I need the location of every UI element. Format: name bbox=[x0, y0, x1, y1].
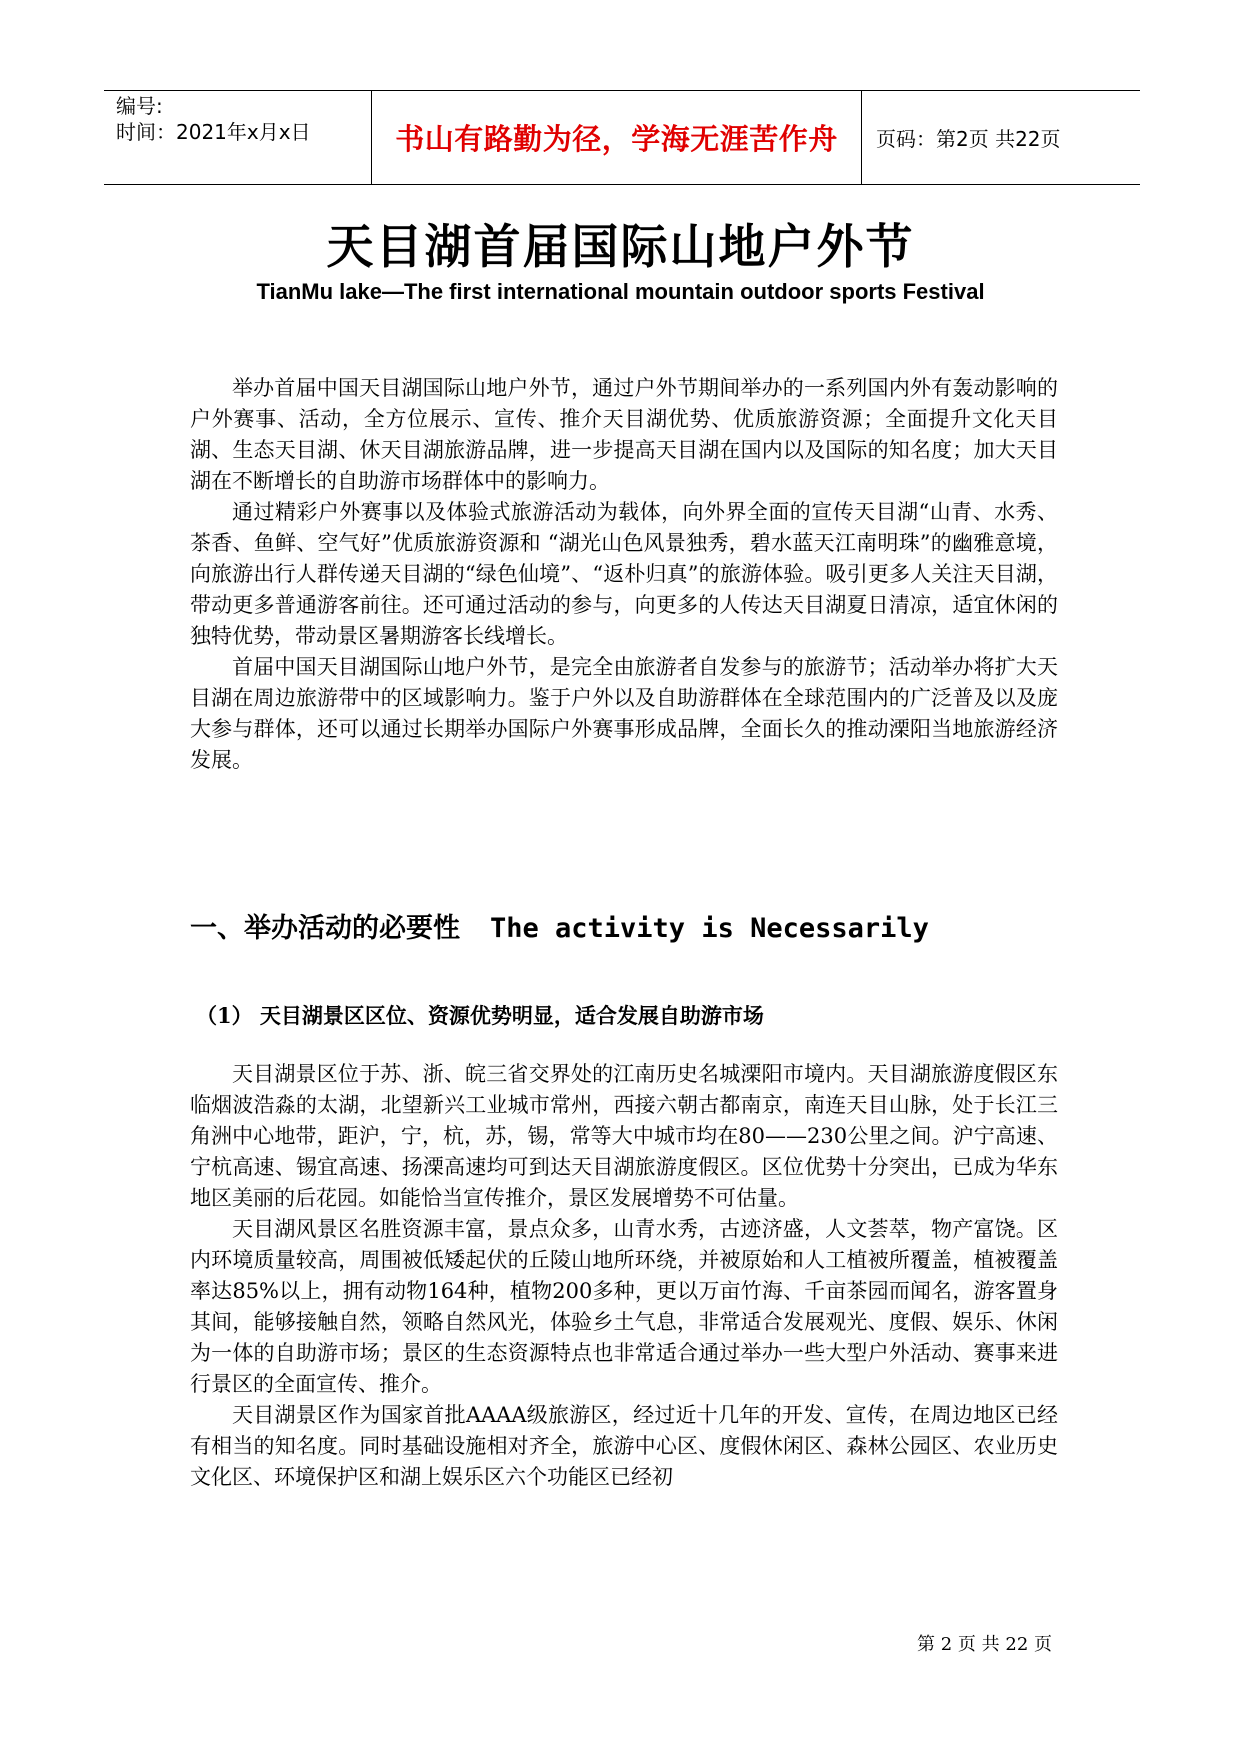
document-subtitle: TianMu lake—The first international mountain outdoor sports Festival bbox=[256, 279, 985, 304]
time-label: 时间：2021年x月x日 bbox=[116, 120, 311, 144]
subsection-body bbox=[190, 1059, 1058, 1493]
paragraph: 天目湖风景区名胜资源丰富，景点众多，山青水秀，古迹济盛，人文荟萃，物产富饶。区内环境质量较高，周围被低矮起伏的丘陵山地所环绕，并被原始和人工植被所覆盖，植被覆盖率达85%以上，拥有动物164种，植物200多种，更以万亩竹海、千亩茶园而闻名，游客置身其间，能够接触自然，领略自然风光，体验乡土气息，非常适合发展观光、度假、娱乐、休闲为一体的自助游市场；景区的生态资源特点也非常适合通过举办一些大型户外活动、赛事来进行景区的全面宣传、推介。 bbox=[190, 1217, 1058, 1396]
subsection-heading: （1） 天目湖景区区位、资源优势明显，适合发展自助游市场 bbox=[196, 1003, 764, 1028]
page-footer: 第 2 页 共 22 页 bbox=[917, 1634, 1052, 1655]
header-page-info: 页码：第2页 共22页 bbox=[876, 127, 1061, 151]
header-motto: 书山有路勤为径，学海无涯苦作舟 bbox=[395, 122, 838, 156]
intro-section bbox=[190, 373, 1058, 776]
document-title: 天目湖首届国际山地户外节 bbox=[326, 220, 915, 275]
paragraph: 通过精彩户外赛事以及体验式旅游活动为载体，向外界全面的宣传天目湖“山青、水秀、茶香、鱼鲜、空气好”优质旅游资源和 “湖光山色风景独秀，碧水蓝天江南明珠”的幽雅意境，向旅游出行人群传递天目湖的“绿色仙境”、“返朴归真”的旅游体验。吸引更多人关注天目湖，带动更多普通游客前往。还可通过活动的参与，向更多的人传达天目湖夏日清凉，适宜休闲的独特优势，带动景区暑期游客长线增长。 bbox=[190, 500, 1058, 648]
header-meta bbox=[116, 91, 371, 186]
section-heading-en: The activity is Necessarily bbox=[490, 913, 929, 944]
paragraph: 首届中国天目湖国际山地户外节，是完全由旅游者自发参与的旅游节；活动举办将扩大天目湖在周边旅游带中的区域影响力。鉴于户外以及自助游群体在全球范围内的广泛普及以及庞大参与群体，还可以通过长期举办国际户外赛事形成品牌，全面长久的推动溧阳当地旅游经济发展。 bbox=[190, 655, 1058, 772]
paragraph: 举办首届中国天目湖国际山地户外节，通过户外节期间举办的一系列国内外有轰动影响的户外赛事、活动，全方位展示、宣传、推介天目湖优势、优质旅游资源；全面提升文化天目湖、生态天目湖、休天目湖旅游品牌，进一步提高天目湖在国内以及国际的知名度；加大天目湖在不断增长的自助游市场群体中的影响力。 bbox=[190, 376, 1058, 493]
paragraph: 天目湖景区位于苏、浙、皖三省交界处的江南历史名城溧阳市境内。天目湖旅游度假区东临烟波浩淼的太湖，北望新兴工业城市常州，西接六朝古都南京，南连天目山脉，处于长江三角洲中心地带，距沪，宁，杭，苏，锡，常等大中城市均在80——230公里之间。沪宁高速、宁杭高速、锡宜高速、扬溧高速均可到达天目湖旅游度假区。区位优势十分突出，已成为华东地区美丽的后花园。如能恰当宣传推介，景区发展增势不可估量。 bbox=[190, 1062, 1058, 1210]
paragraph: 天目湖景区作为国家首批AAAA级旅游区，经过近十几年的开发、宣传，在周边地区已经有相当的知名度。同时基础设施相对齐全，旅游中心区、度假休闲区、森林公园区、农业历史文化区、环境保护区和湖上娱乐区六个功能区已经初 bbox=[190, 1403, 1058, 1489]
page-header bbox=[104, 90, 1140, 185]
number-label: 编号: bbox=[116, 94, 163, 118]
section-heading bbox=[190, 906, 929, 945]
section-heading-cn: 一、举办活动的必要性 bbox=[190, 913, 460, 944]
